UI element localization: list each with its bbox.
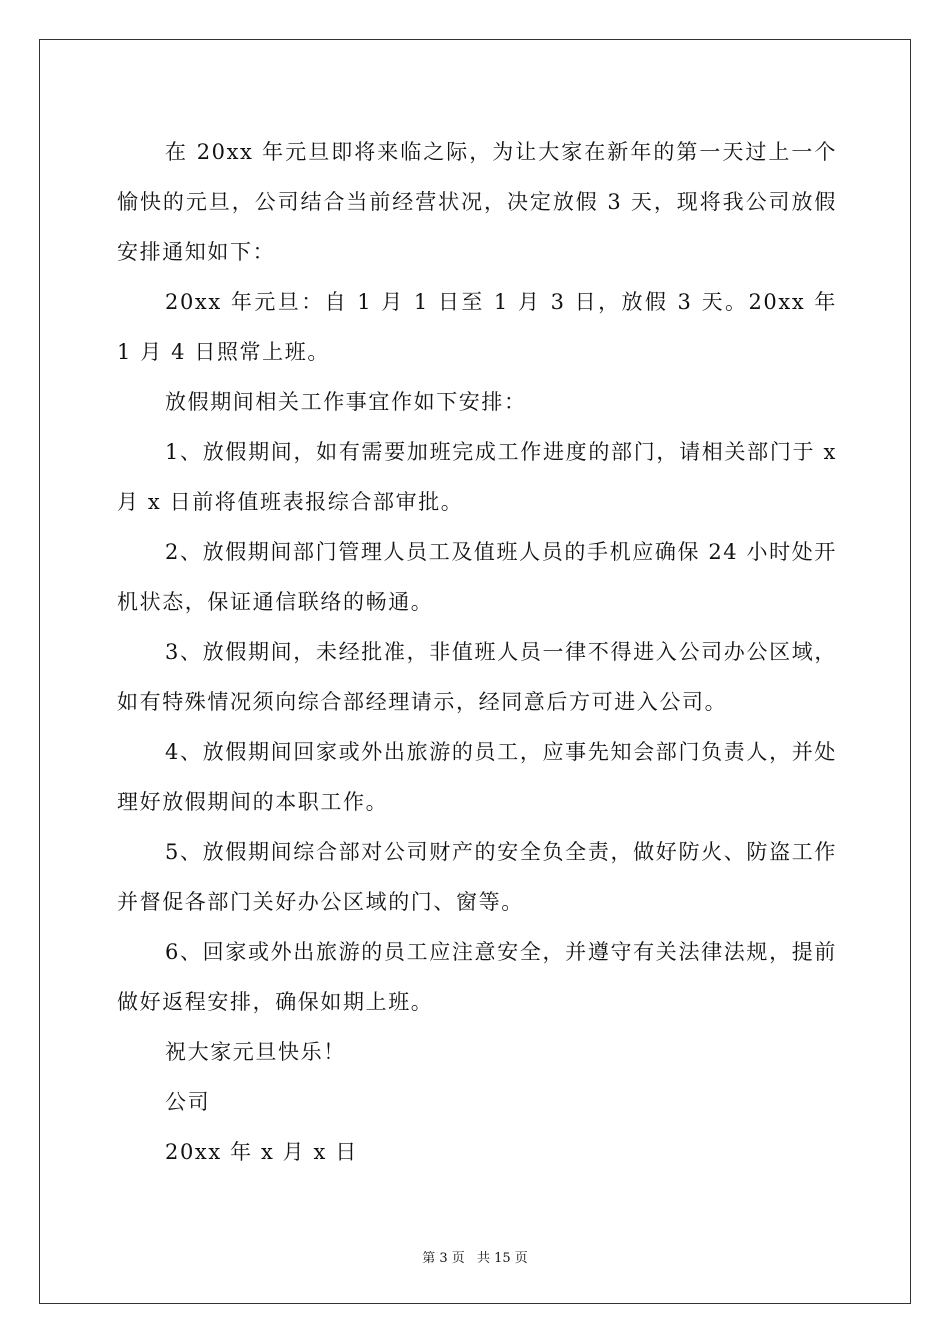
holiday-dates-paragraph: 20xx 年元旦：自 1 月 1 日至 1 月 3 日，放假 3 天。20xx 年 1 月 4 日照常上班。 (117, 290, 837, 364)
item-6-paragraph: 6、回家或外出旅游的员工应注意安全，并遵守有关法律法规，提前做好返程安排，确保如期上班。 (117, 940, 837, 1014)
intro-paragraph: 在 20xx 年元旦即将来临之际，为让大家在新年的第一天过上一个愉快的元旦，公司结合当前经营状况，决定放假 3 天，现将我公司放假安排通知如下： (117, 140, 837, 264)
page-number-total: 共 15 页 (476, 1251, 528, 1266)
greeting-paragraph: 祝大家元旦快乐！ (165, 1040, 346, 1064)
arrangements-heading: 放假期间相关工作事宜作如下安排： (165, 390, 527, 414)
signature-company: 公司 (165, 1090, 211, 1114)
signature-date: 20xx 年 x 月 x 日 (165, 1140, 358, 1164)
item-5-paragraph: 5、放假期间综合部对公司财产的安全负全责，做好防火、防盗工作并督促各部门关好办公区域的门、窗等。 (117, 840, 837, 914)
notice-body (117, 127, 837, 1177)
item-3-paragraph: 3、放假期间，未经批准，非值班人员一律不得进入公司办公区域，如有特殊情况须向综合部经理请示，经同意后方可进入公司。 (117, 640, 837, 714)
page-footer (0, 1247, 950, 1266)
page-number-current: 第 3 页 (422, 1251, 465, 1266)
item-1-paragraph: 1、放假期间，如有需要加班完成工作进度的部门，请相关部门于 x 月 x 日前将值班表报综合部审批。 (117, 440, 837, 514)
item-4-paragraph: 4、放假期间回家或外出旅游的员工，应事先知会部门负责人，并处理好放假期间的本职工作。 (117, 740, 837, 814)
item-2-paragraph: 2、放假期间部门管理人员工及值班人员的手机应确保 24 小时处开机状态，保证通信联络的畅通。 (117, 540, 837, 614)
